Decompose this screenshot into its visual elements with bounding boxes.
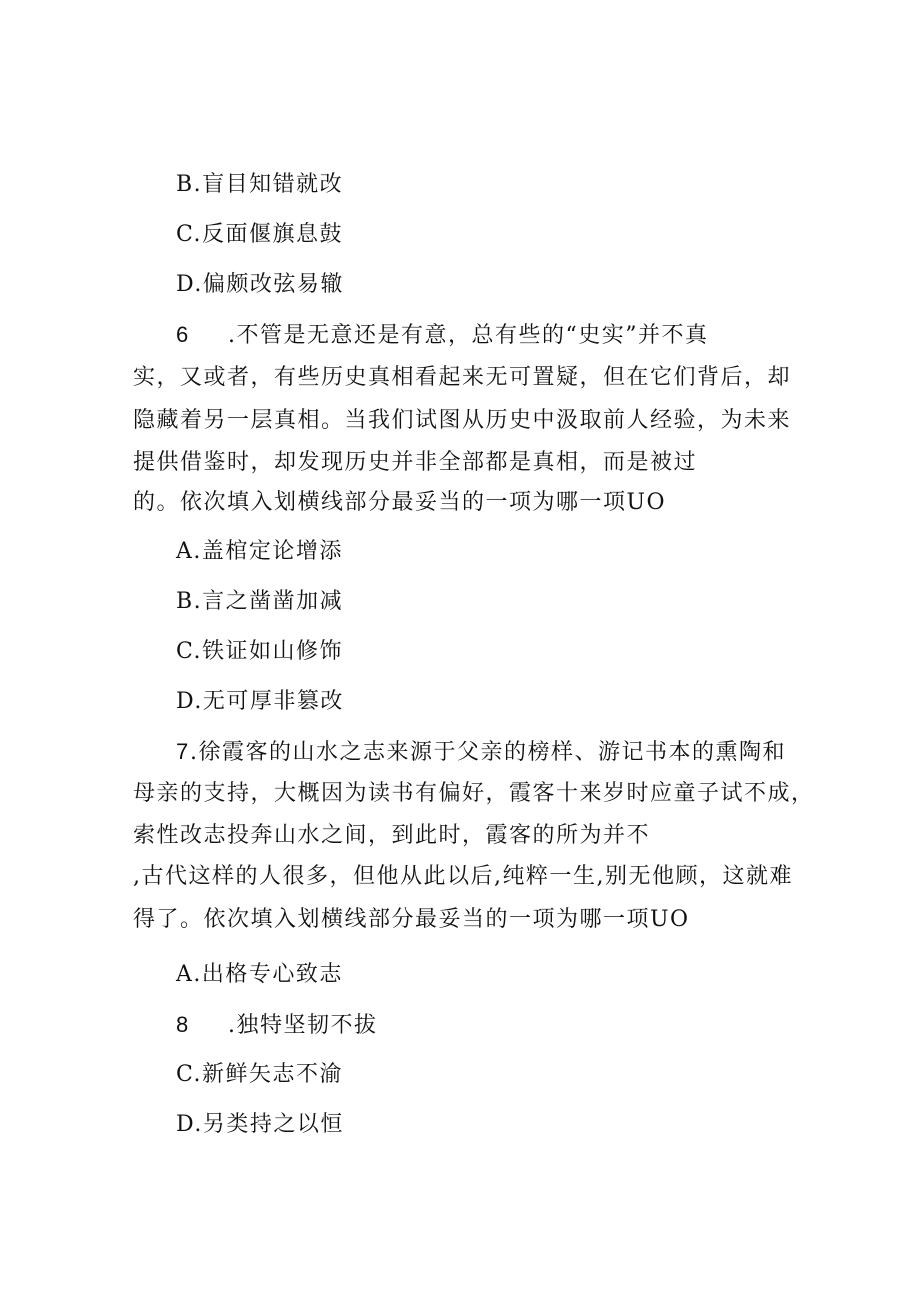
q6-first-line xyxy=(176,320,709,351)
q6-text-line3: 隐藏着另一层真相。当我们试图从历史中汲取前人经验，为未来 xyxy=(133,408,792,433)
q7-text-line1: .徐霞客的山水之志来源于父亲的榜样、游记书本的熏陶和 xyxy=(190,740,786,765)
q7-first-line xyxy=(176,737,786,768)
q6-option-a: A.盖棺定论增添 xyxy=(176,539,343,564)
q6-text-line4: 提供借鉴时，却发现历史并非全部都是真相，而是被过 xyxy=(133,450,698,475)
q7-option-a: A.出格专心致志 xyxy=(176,962,343,987)
q7-option-b: .独特坚韧不拔 xyxy=(228,1013,378,1038)
q7-text-line2: 母亲的支持，大概因为读书有偏好，霞客十来岁时应童子试不成， xyxy=(133,781,815,806)
q5-option-c: C.反面偃旗息鼓 xyxy=(176,222,344,247)
q7-number: 7 xyxy=(176,739,190,764)
q6-text-line2: 实，又或者，有些历史真相看起来无可置疑，但在它们背后，却 xyxy=(133,365,792,390)
q6-number: 6 xyxy=(176,322,190,347)
q7-text-line3: 索性改志投奔山水之间，到此时，霞客的所为并不 xyxy=(133,823,651,848)
q5-option-d: D.偏颇改弦易辙 xyxy=(176,272,344,297)
q5-option-b: B.盲目知错就改 xyxy=(176,172,344,197)
q8-number: 8 xyxy=(176,1012,190,1037)
q7-option-d: D.另类持之以恒 xyxy=(176,1112,344,1137)
q7-option-c: C.新鲜矢志不渝 xyxy=(176,1062,344,1087)
q6-option-c: C.铁证如山修饰 xyxy=(176,639,344,664)
q6-option-b: B.言之凿凿加减 xyxy=(176,589,344,614)
q6-text-line1: .不管是无意还是有意，总有些的“史实”并不真 xyxy=(228,323,709,348)
q6-option-d: D.无可厚非篡改 xyxy=(176,689,344,714)
q6-text-line5: 的。依次填入划横线部分最妥当的一项为哪一项UO xyxy=(133,490,667,515)
q7-text-line5: 得了。依次填入划横线部分最妥当的一项为哪一项UO xyxy=(133,907,690,932)
q7-option-b-line xyxy=(176,1010,378,1041)
q7-text-line4: ,古代这样的人很多，但他从此以后,纯粹一生,别无他顾，这就难 xyxy=(133,864,793,889)
